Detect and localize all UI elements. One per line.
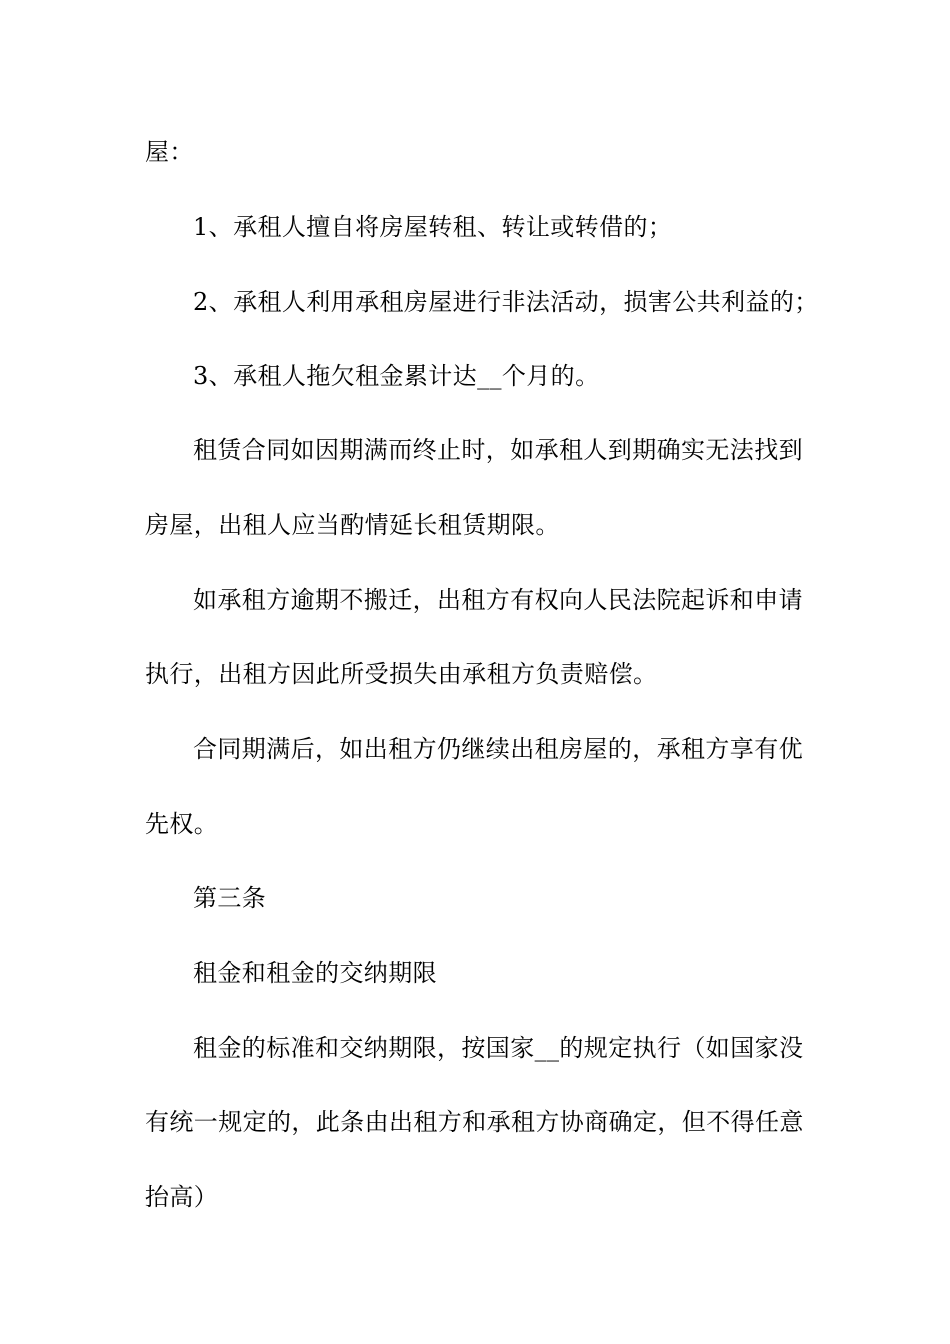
text-line-14: 有统一规定的，此条由出租方和承租方协商确定，但不得任意 bbox=[145, 1108, 804, 1136]
text-line-4: 3、承租人拖欠租金累计达__个月的。 bbox=[193, 362, 600, 390]
text-line-1: 屋： bbox=[145, 138, 194, 166]
text-line-3: 2、承租人利用承租房屋进行非法活动，损害公共利益的； bbox=[193, 288, 819, 316]
section-heading: 第三条 bbox=[193, 884, 267, 912]
text-line-10: 先权。 bbox=[145, 810, 219, 838]
text-line-15: 抬高） bbox=[145, 1183, 219, 1211]
text-line-13: 租金的标准和交纳期限，按国家__的规定执行（如国家没 bbox=[193, 1034, 804, 1062]
text-line-9: 合同期满后，如出租方仍继续出租房屋的，承租方享有优 bbox=[193, 735, 803, 763]
text-line-6: 房屋，出租人应当酌情延长租赁期限。 bbox=[145, 511, 560, 539]
text-line-7: 如承租方逾期不搬迁，出租方有权向人民法院起诉和申请 bbox=[193, 586, 803, 614]
text-line-5: 租赁合同如因期满而终止时，如承租人到期确实无法找到 bbox=[193, 436, 803, 464]
section-subheading: 租金和租金的交纳期限 bbox=[193, 959, 437, 987]
text-line-8: 执行，出租方因此所受损失由承租方负责赔偿。 bbox=[145, 660, 658, 688]
text-line-2: 1、承租人擅自将房屋转租、转让或转借的； bbox=[193, 213, 673, 241]
